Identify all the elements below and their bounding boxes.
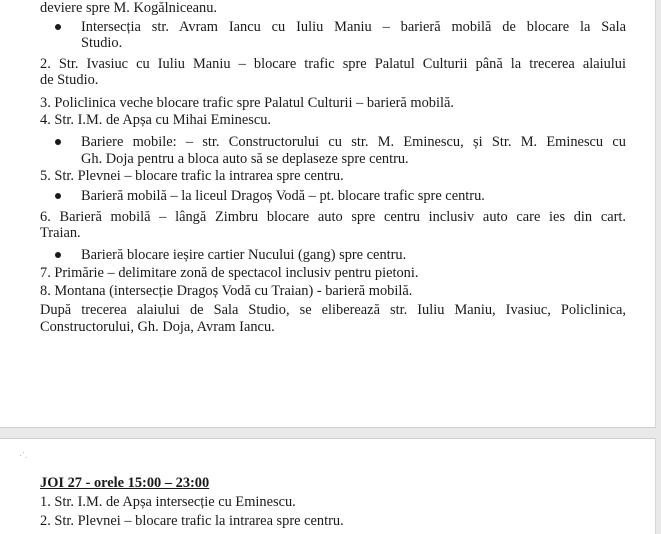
bullet-item-liceu: Barieră mobilă – la liceul Dragoș Vodă – pt. blocare trafic spre centru. (81, 188, 485, 204)
list-item-7: 7. Primărie – delimitare zonă de spectacol inclusiv pentru pietoni. (40, 265, 419, 281)
list-item-5: 5. Str. Plevnei – blocare trafic la intrarea spre centru. (40, 168, 344, 184)
closing-paragraph: După trecerea alaiului de Sala Studio, se eliberează str. Iuliu Maniu, Ivasiuc, Policlinica, (40, 302, 626, 318)
list-item-1: 1. Str. I.M. de Apșa intersecție cu Eminescu. (40, 494, 296, 510)
bullet-item-bariere-mobile: Bariere mobile: – str. Constructorului cu str. M. Eminescu, și Str. M. Eminescu cu (81, 134, 626, 150)
list-item-4: 4. Str. I.M. de Apșa cu Mihai Eminescu. (40, 112, 272, 128)
bullet-item-continuation: Studio. (81, 35, 123, 51)
bullet-item-nucului: Barieră blocare ieșire cartier Nucului (gang) spre centru. (81, 247, 407, 263)
list-item-2-continuation: de Studio. (40, 72, 99, 88)
list-item-6: 6. Barieră mobilă – lângă Zimbru blocare auto spre centru inclusiv auto care ies din cart. (40, 209, 626, 225)
bullet-dot (55, 139, 61, 145)
text-line-continuation: deviere spre M. Kogălniceanu. (40, 0, 218, 16)
list-item-6-continuation: Traian. (40, 225, 81, 241)
bullet-item-continuation: Gh. Doja pentru a bloca auto să se deplaseze spre centru. (81, 151, 409, 167)
bullet-item-avram-iancu: Intersecția str. Avram Iancu cu Iuliu Maniu – barieră mobilă de blocare la Sala (81, 19, 626, 35)
list-item-3: 3. Policlinica veche blocare trafic spre Palatul Culturii – barieră mobilă. (40, 95, 454, 111)
bullet-dot (55, 252, 61, 258)
section-heading: JOI 27 - orele 15:00 – 23:00 (40, 475, 210, 491)
list-item-2: 2. Str. Plevnei – blocare trafic la intrarea spre centru. (40, 513, 344, 529)
bullet-dot (55, 24, 61, 30)
list-item-2: 2. Str. Ivasiuc cu Iuliu Maniu – blocare trafic spre Palatul Culturii până la trecerea alaiului (40, 56, 626, 72)
scan-noise (20, 451, 30, 461)
document-page-2 (0, 438, 656, 534)
closing-paragraph-continuation: Constructorului, Gh. Doja, Avram Iancu. (40, 319, 275, 335)
list-item-8: 8. Montana (intersecție Dragoș Vodă cu Traian) - barieră mobilă. (40, 283, 413, 299)
bullet-dot (55, 193, 61, 199)
